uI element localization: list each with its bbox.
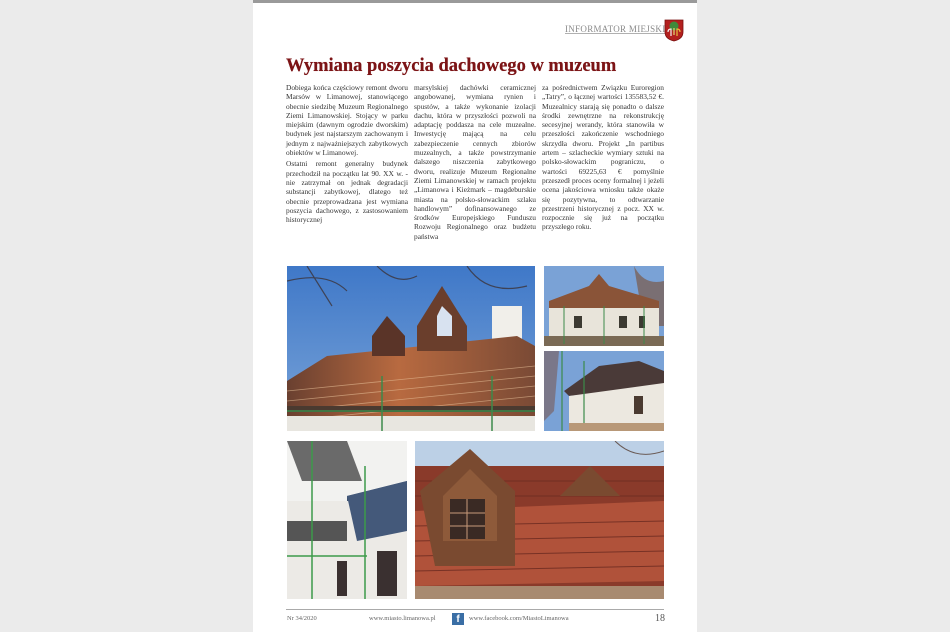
paragraph: za pośrednictwem Związku Euroregion „Tatry”, o łącznej wartości 135583,52 €. Muzealnicy starają się ponadto o dalsze środki zewnętrzne na rekonstrukcję secesyjnej werandy, która stanowiła w przeszłości zakończenie wschodniego skrzydła dworu. Projekt „In partibus artem – szlacheckie wymiary sztuki na polsko-słowackim pograniczu, o wartości 69225,63 € pomyślnie przeszedł proces oceny formalnej i jeżeli ocena jakościowa wniosku także okaże się pozytywna, to odtwarzanie przestrzeni historycznej z pocz. XX w. rozpocznie się już na początku przyszłego roku. (542, 83, 664, 232)
town-coat-of-arms-icon (664, 18, 684, 42)
photo-scaffolding (287, 441, 407, 599)
magazine-page (253, 0, 697, 632)
facebook-link[interactable]: www.facebook.com/MiastoLimanowa (469, 615, 569, 622)
article-title: Wymiana poszycia dachowego w muzeum (286, 56, 617, 76)
article-body (286, 83, 664, 243)
article-column-1 (286, 83, 408, 243)
website-link[interactable]: www.miasto.limanowa.pl (369, 615, 436, 622)
footer-divider (286, 609, 664, 610)
paragraph: Ostatni remont generalny budynek przechodził na początku lat 90. XX w. - nie zatrzymał on jednak degradacji substancji zabytkowej, dlatego też obecnie przeprowadzana jest wymiana poszycia dachowego, z zastosowaniem historycznej (286, 159, 408, 225)
page-top-border (253, 0, 697, 3)
paragraph: marsylskiej dachówki ceramicznej angobowanej, wymiana rynien i spustów, a także wykonanie izolacji dachu, która w przyszłości pozwoli na adaptację poddasza na cele muzealne. Inwestycję mającą na celu zabezpieczenie cennych zbiorów muzealnych, a także powstrzymanie dalszego niszczenia zabytkowego dworu, realizuje Muzeum Regionalne Ziemi Limanowskiej w ramach projektu „Limanowa i Kieżmark – magdeburskie miasta na polsko-słowackim szlaku handlowym” dofinansowanego ze środków Europejskiego Funduszu Rozwoju Regionalnego oraz budżetu państwa (414, 83, 536, 241)
facebook-icon[interactable]: f (452, 613, 464, 625)
article-column-3 (542, 83, 664, 243)
photo-roof-large (287, 266, 535, 431)
header-label: INFORMATOR MIEJSKI (565, 24, 666, 34)
page-number: 18 (655, 613, 665, 624)
article-column-2 (414, 83, 536, 243)
photo-manor-corner (544, 351, 664, 431)
issue-number: Nr 34/2020 (287, 615, 317, 622)
paragraph: Dobiega końca częściowy remont dworu Marsów w Limanowej, stanowiącego obecnie siedzibę Muzeum Regionalnego Ziemi Limanowskiej. Stojący w parku miejskim (dawnym ogrodzie dworskim) budynek jest najstarszym zachowanym i jednym z najważniejszych zabytkowych obiektów w Limanowej. (286, 83, 408, 158)
photo-manor-front (544, 266, 664, 346)
photo-new-roof (415, 441, 664, 599)
